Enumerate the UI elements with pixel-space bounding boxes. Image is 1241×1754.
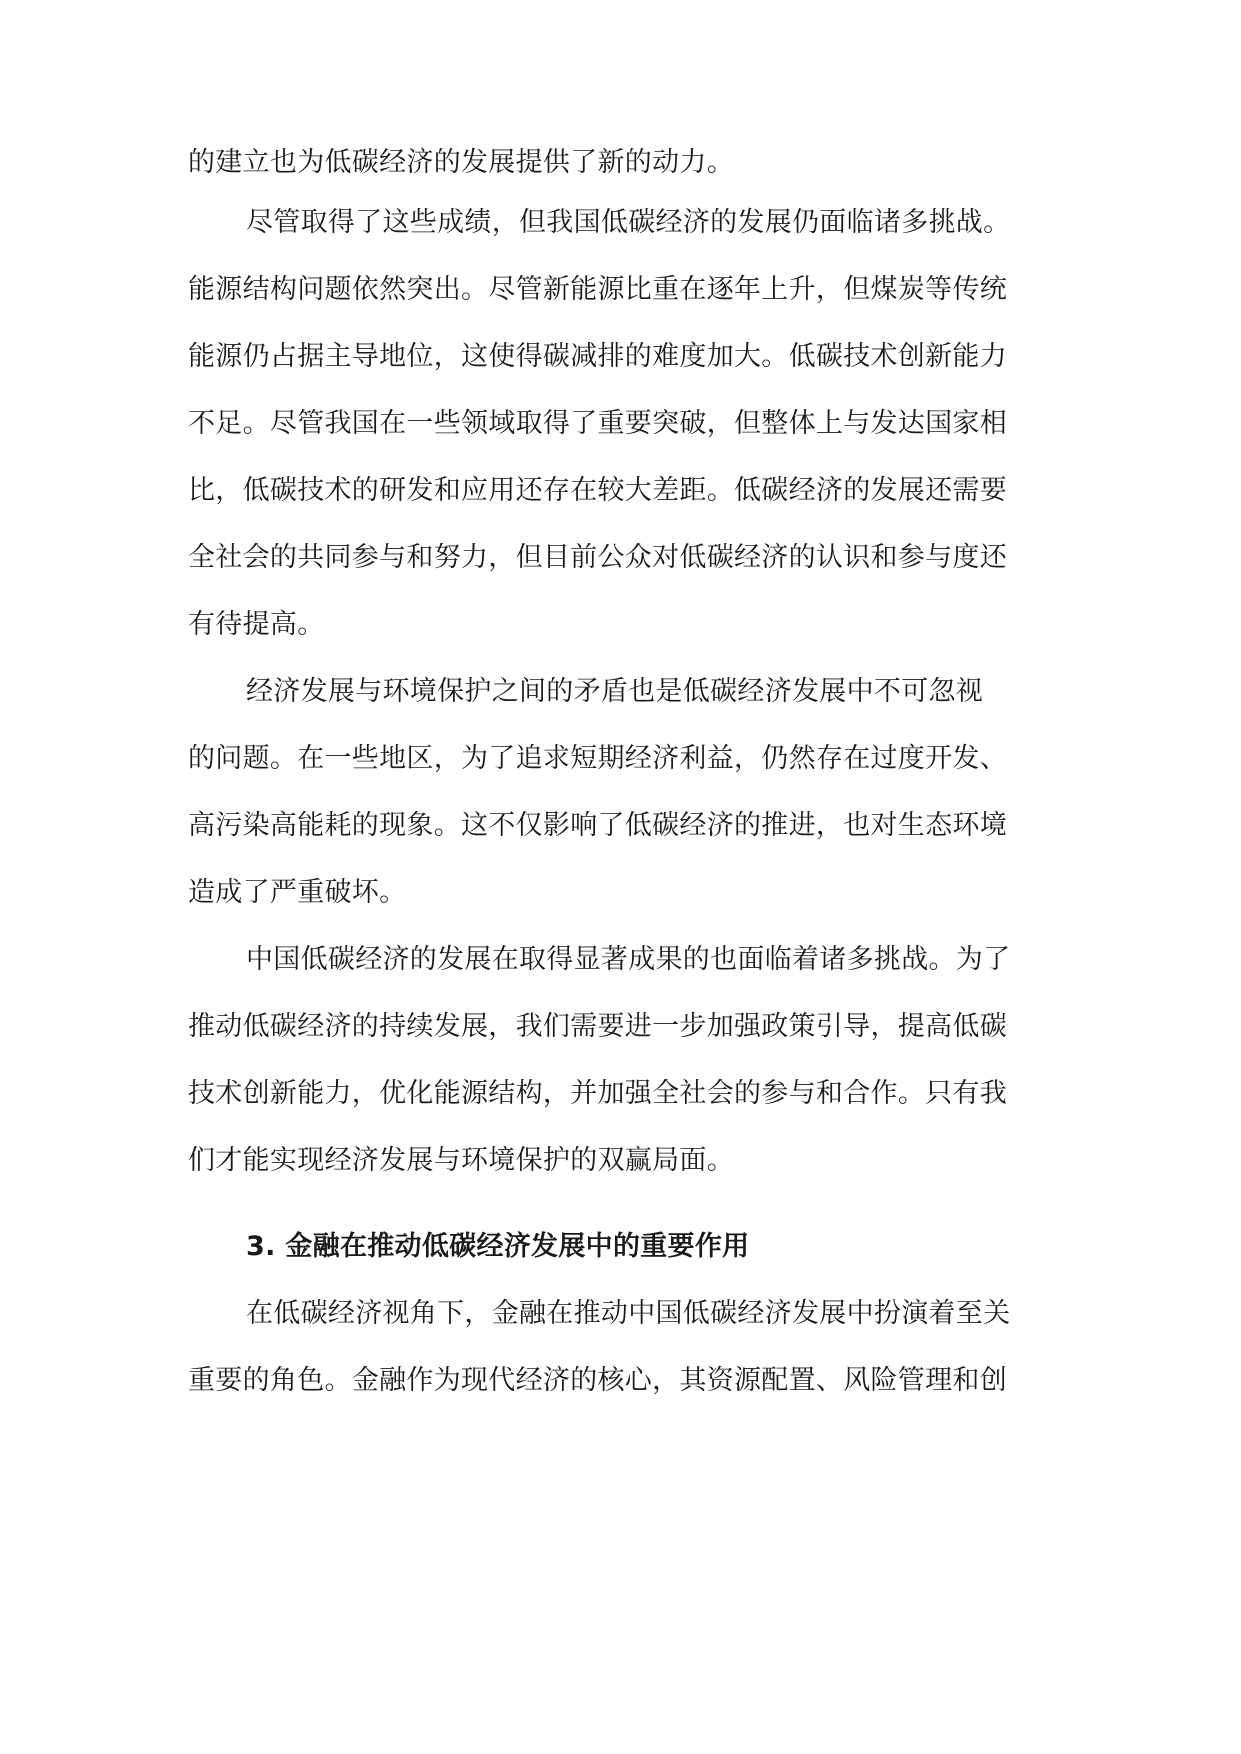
paragraph-3-line-4: 造成了严重破坏。 [188,877,407,908]
paragraph-2-line-3: 能源仍占据主导地位，这使得碳减排的难度加大。低碳技术创新能力 [188,341,1007,372]
paragraph-3-line-1: 经济发展与环境保护之间的矛盾也是低碳经济发展中不可忽视 [246,676,984,707]
paragraph-3-line-2: 的问题。在一些地区，为了追求短期经济利益，仍然存在过度开发、 [188,743,1007,774]
paragraph-4-line-3: 技术创新能力，优化能源结构，并加强全社会的参与和合作。只有我 [188,1078,1007,1109]
paragraph-2-line-5: 比，低碳技术的研发和应用还存在较大差距。低碳经济的发展还需要 [188,475,1007,506]
paragraph-3-line-3: 高污染高能耗的现象。这不仅影响了低碳经济的推进，也对生态环境 [188,810,1007,841]
paragraph-5-line-1: 在低碳经济视角下，金融在推动中国低碳经济发展中扮演着至关 [246,1298,1011,1329]
paragraph-2-line-4: 不足。尽管我国在一些领域取得了重要突破，但整体上与发达国家相 [188,408,1007,439]
paragraph-4-line-4: 们才能实现经济发展与环境保护的双赢局面。 [188,1145,734,1176]
paragraph-5-line-2: 重要的角色。金融作为现代经济的核心，其资源配置、风险管理和创 [188,1365,1007,1396]
paragraph-1-line-1: 的建立也为低碳经济的发展提供了新的动力。 [188,147,734,178]
paragraph-4-line-2: 推动低碳经济的持续发展，我们需要进一步加强政策引导，提高低碳 [188,1011,1007,1042]
paragraph-2-line-1: 尽管取得了这些成绩，但我国低碳经济的发展仍面临诸多挑战。 [246,207,1011,238]
section-heading: 3. 金融在推动低碳经济发展中的重要作用 [246,1231,750,1262]
paragraph-2-line-7: 有待提高。 [188,609,325,640]
paragraph-2-line-2: 能源结构问题依然突出。尽管新能源比重在逐年上升，但煤炭等传统 [188,274,1007,305]
paragraph-2-line-6: 全社会的共同参与和努力，但目前公众对低碳经济的认识和参与度还 [188,542,1007,573]
paragraph-4-line-1: 中国低碳经济的发展在取得显著成果的也面临着诸多挑战。为了 [246,944,1011,975]
